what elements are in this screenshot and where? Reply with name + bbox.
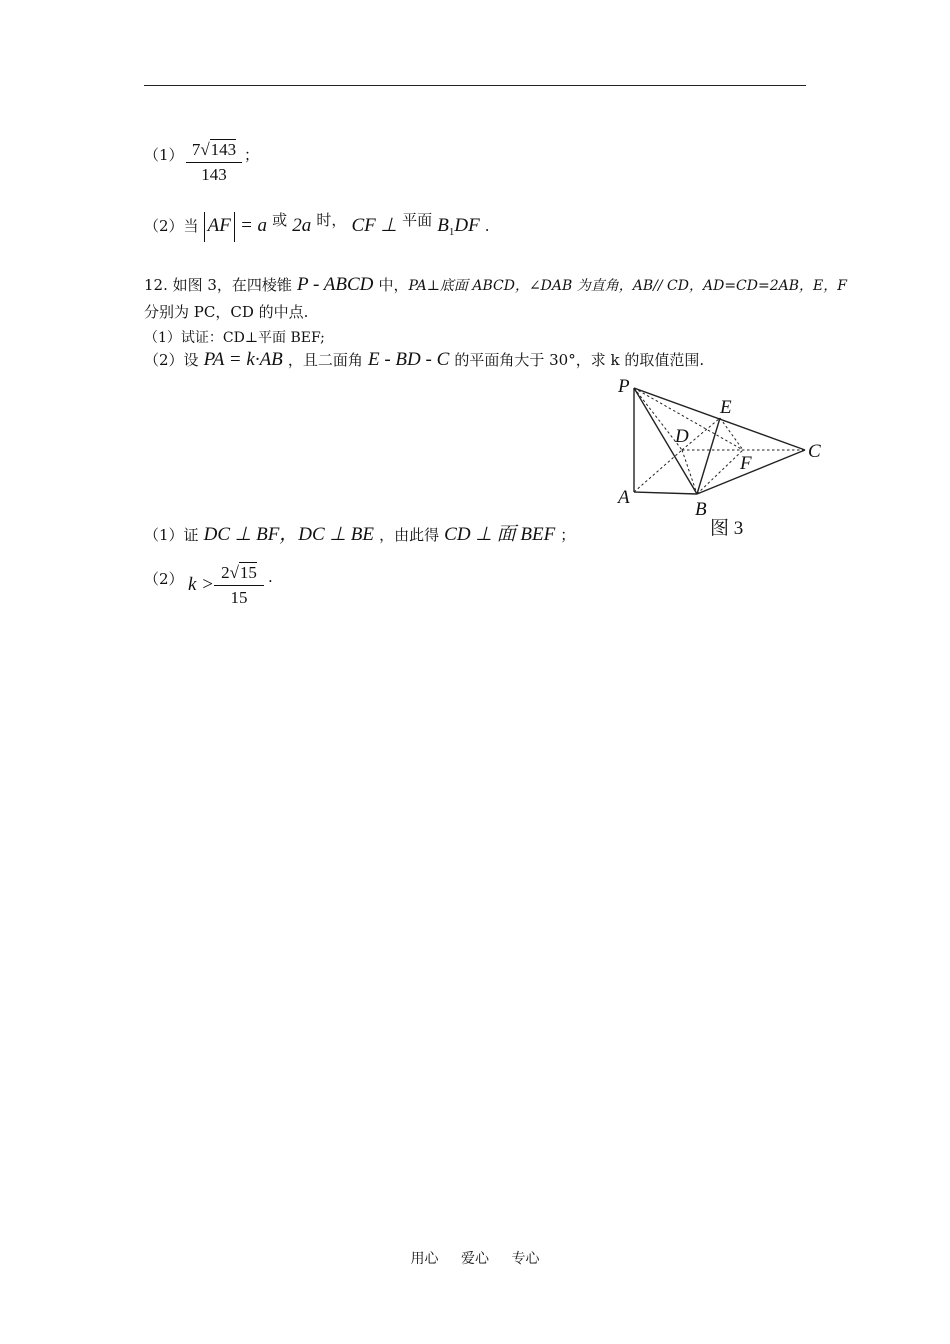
label-p: P	[618, 376, 630, 397]
answer-a1-denominator: 143	[201, 165, 227, 184]
problem12-q1: （1）试证：CD⊥平面 BEF;	[144, 330, 325, 346]
answer-b2-denominator: 15	[230, 588, 248, 607]
answer-a1-fraction: 7√143 143	[186, 140, 242, 185]
answer-a2-plane: 平面	[402, 211, 433, 229]
answer-a2-end: .	[484, 217, 490, 235]
problem12-conditions: PA⊥底面 ABCD，∠DAB 为直角，AB// CD，AD=CD=2AB，E，F	[408, 278, 847, 294]
answer-b2-end: .	[268, 568, 273, 586]
answer-a2-or: 或	[272, 211, 288, 229]
label-b: B	[695, 499, 707, 520]
problem12-q2-end: 的平面角大于 30°，求 k 的取值范围.	[454, 351, 705, 369]
problem12-q2-mid: ，且二面角	[287, 351, 363, 369]
answer-a2-sub1: 1	[448, 226, 455, 238]
problem12-line2: 分别为 PC，CD 的中点.	[144, 303, 309, 321]
label-f: F	[740, 453, 752, 474]
label-d: D	[675, 426, 689, 447]
header-rule	[144, 85, 806, 86]
problem12-line1	[144, 273, 847, 298]
answer-a1-end: ；	[244, 146, 260, 164]
problem12-pabcd: P - ABCD	[297, 274, 374, 295]
answer-b2-radicand: 15	[239, 563, 257, 582]
answer-b2-label: （2）	[144, 570, 184, 588]
label-e: E	[720, 397, 732, 418]
problem12-q2-label: （2）设	[144, 351, 199, 369]
figure-3-pyramid	[600, 370, 840, 545]
answer-a2-when: 时，	[316, 211, 347, 229]
label-a: A	[618, 487, 630, 508]
answer-b1-end: ；	[560, 526, 576, 544]
problem12-q2-ebdc: E - BD - C	[367, 349, 450, 370]
footer-c: 专心	[511, 1251, 540, 1267]
answer-a1-label: （1）	[144, 146, 184, 164]
answer-a2-label: （2）当	[144, 217, 199, 235]
problem12-intro: 12. 如图 3，在四棱锥	[144, 276, 292, 294]
answer-a1-radicand: 143	[210, 140, 237, 159]
label-c: C	[808, 441, 821, 462]
problem12-mid: 中，	[378, 276, 409, 294]
answer-a2-line	[144, 205, 490, 247]
footer-a: 用心	[410, 1251, 439, 1267]
answer-a2-eq: = a	[239, 215, 268, 236]
answer-b1-expr: DC ⊥ BF，DC ⊥ BE	[203, 524, 374, 545]
answer-a2-cf: CF ⊥	[351, 215, 398, 236]
problem12-q2-expr: PA = k·AB	[203, 349, 283, 370]
answer-a2-2a: 2a	[292, 215, 312, 236]
figure-caption: 图 3	[710, 518, 744, 539]
answer-b1-label: （1）证	[144, 526, 199, 544]
page-footer	[0, 1248, 950, 1268]
answer-a2-abs: AF	[207, 215, 231, 236]
answer-a2-b: B	[437, 215, 449, 236]
edge-ab	[634, 492, 697, 494]
answer-b1-mid: ，由此得	[379, 526, 440, 544]
answer-a1-coef: 7	[191, 140, 201, 159]
answer-b2-fraction: 2√15 15	[214, 563, 264, 608]
answer-b1-expr2: CD ⊥ 面 BEF	[444, 524, 556, 545]
answer-b2-k: k >	[188, 574, 215, 595]
answer-a2-df: DF	[454, 215, 480, 236]
answer-b1-line	[144, 522, 575, 548]
answer-b2-coef: 2	[221, 563, 230, 582]
footer-b: 爱心	[461, 1251, 489, 1267]
